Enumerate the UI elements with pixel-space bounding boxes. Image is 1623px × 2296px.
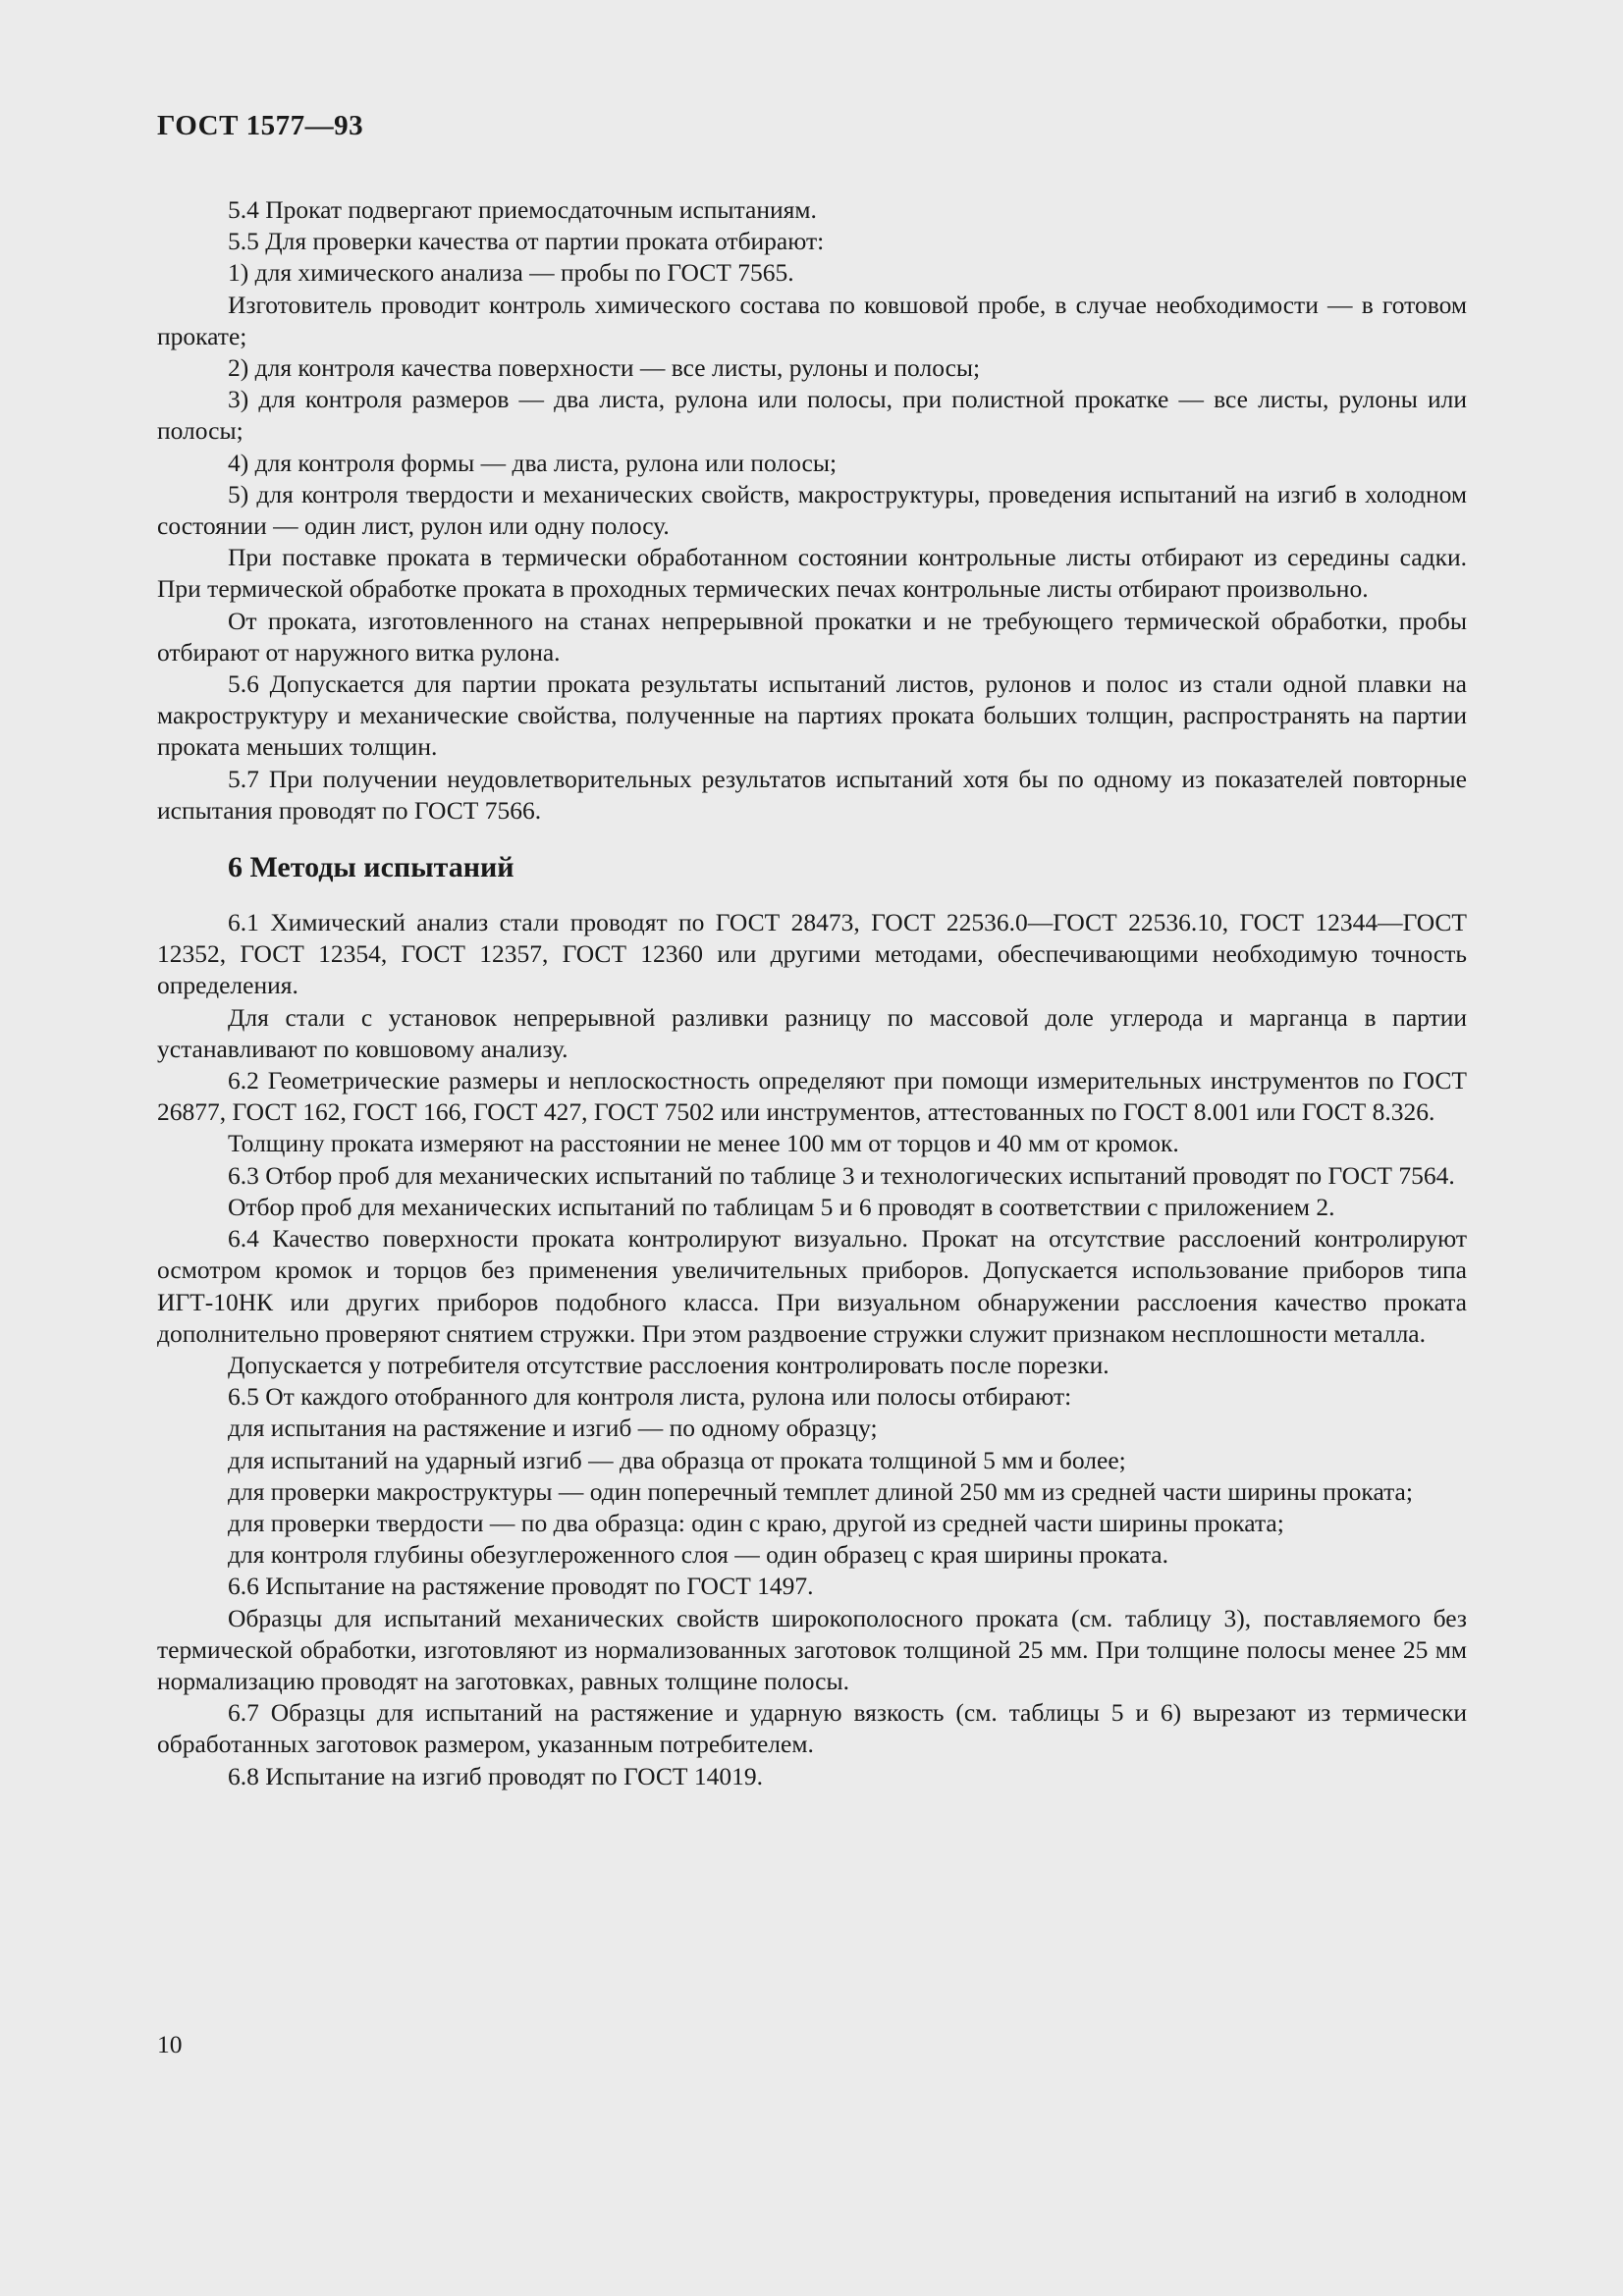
clause-paragraph: Допускается у потребителя отсутствие расслоения контролировать после порезки.	[228, 1350, 1109, 1379]
document-header: ГОСТ 1577—93	[157, 110, 364, 141]
clause-paragraph: Толщину проката измеряют на расстоянии не менее 100 мм от торцов и 40 мм от кромок.	[228, 1129, 1179, 1158]
clause-paragraph: При поставке проката в термически обработанном состоянии контрольные листы отбирают из середины садки. При термической обработке проката в проходных термических печах контрольные листы отбирают произвольно.	[157, 543, 1467, 604]
clause-paragraph: 4) для контроля формы — два листа, рулона или полосы;	[228, 448, 838, 477]
clause-paragraph: Отбор проб для механических испытаний по таблицам 5 и 6 проводят в соответствии с приложением 2.	[228, 1192, 1335, 1221]
clause-paragraph: для проверки макроструктуры — один поперечный темплет длиной 250 мм из средней части ширины проката;	[228, 1476, 1413, 1506]
clause-paragraph: 5.4 Прокат подвергают приемосдаточным испытаниям.	[228, 195, 817, 224]
clause-paragraph: 6.8 Испытание на изгиб проводят по ГОСТ 14019.	[228, 1761, 763, 1790]
section-5-clauses	[157, 194, 1467, 827]
clause-paragraph: Изготовитель проводит контроль химического состава по ковшовой пробе, в случае необходимости — в готовом прокате;	[157, 290, 1467, 350]
clause-paragraph: 6.7 Образцы для испытаний на растяжение и ударную вязкость (см. таблицы 5 и 6) вырезают из термически обработанных заготовок размером, указанным потребителем.	[157, 1698, 1467, 1759]
clause-paragraph: для испытания на растяжение и изгиб — по одному образцу;	[228, 1414, 878, 1443]
clause-paragraph: для контроля глубины обезуглероженного слоя — один образец с края ширины проката.	[228, 1540, 1168, 1570]
clause-paragraph: От проката, изготовленного на станах непрерывной прокатки и не требующего термической обработки, пробы отбирают от наружного витка рулона.	[157, 606, 1467, 667]
clause-paragraph: 5.5 Для проверки качества от партии проката отбирают:	[228, 227, 825, 256]
document-body	[157, 194, 1467, 1792]
clause-paragraph: 6.5 От каждого отобранного для контроля листа, рулона или полосы отбирают:	[228, 1382, 1072, 1412]
clause-paragraph: 6.6 Испытание на растяжение проводят по ГОСТ 1497.	[228, 1572, 814, 1601]
clause-paragraph: 2) для контроля качества поверхности — все листы, рулоны и полосы;	[228, 353, 981, 383]
clause-paragraph: 6.4 Качество поверхности проката контролируют визуально. Прокат на отсутствие расслоений контролируют осмотром кромок и торцов без применения увеличительных приборов. Допускается использование приборов типа ИГТ-10НК или других приборов подобного класса. При визуальном обнаружении расслоения качество проката дополнительно проверяют снятием стружки. При этом раздвоение стружки служит признаком несплошности металла.	[157, 1224, 1467, 1348]
clause-paragraph: 5.7 При получении неудовлетворительных результатов испытаний хотя бы по одному из показателей повторные испытания проводят по ГОСТ 7566.	[157, 764, 1467, 825]
clause-paragraph: 5) для контроля твердости и механических свойств, макроструктуры, проведения испытаний на изгиб в холодном состоянии — один лист, рулон или одну полосу.	[157, 479, 1467, 541]
clause-paragraph: для проверки твердости — по два образца: один с краю, другой из средней части ширины проката;	[228, 1508, 1284, 1537]
clause-paragraph: 6.3 Отбор проб для механических испытаний по таблице 3 и технологических испытаний проводят по ГОСТ 7564.	[228, 1160, 1455, 1190]
clause-paragraph: 6.1 Химический анализ стали проводят по ГОСТ 28473, ГОСТ 22536.0—ГОСТ 22536.10, ГОСТ 12344—ГОСТ 12352, ГОСТ 12354, ГОСТ 12357, ГОСТ 12360 или другими методами, обеспечивающими необходимую точность определения.	[157, 908, 1467, 1000]
section-6-heading: 6 Методы испытаний	[228, 851, 514, 884]
clause-paragraph: 6.2 Геометрические размеры и неплоскостность определяют при помощи измерительных инструментов по ГОСТ 26877, ГОСТ 162, ГОСТ 166, ГОСТ 427, ГОСТ 7502 или инструментов, аттестованных по ГОСТ 8.001 или ГОСТ 8.326.	[157, 1066, 1467, 1127]
clause-paragraph: Для стали с установок непрерывной разливки разницу по массовой доле углерода и марганца в партии устанавливают по ковшовому анализу.	[157, 1002, 1467, 1063]
clause-paragraph: 1) для химического анализа — пробы по ГОСТ 7565.	[228, 258, 794, 288]
section-6-clauses	[157, 907, 1467, 1792]
clause-paragraph: 3) для контроля размеров — два листа, рулона или полосы, при полистной прокатке — все листы, рулоны или полосы;	[157, 385, 1467, 446]
page-number: 10	[157, 2030, 183, 2058]
clause-paragraph: для испытаний на ударный изгиб — два образца от проката толщиной 5 мм и более;	[228, 1445, 1126, 1474]
clause-paragraph: 5.6 Допускается для партии проката результаты испытаний листов, рулонов и полос из стали одной плавки на макроструктуру и механические свойства, полученные на партиях проката больших толщин, распространять на партии проката меньших толщин.	[157, 669, 1467, 762]
clause-paragraph: Образцы для испытаний механических свойств широкополосного проката (см. таблицу 3), поставляемого без термической обработки, изготовляют из нормализованных заготовок толщиной 25 мм. При толщине полосы менее 25 мм нормализацию проводят на заготовках, равных толщине полосы.	[157, 1603, 1467, 1695]
